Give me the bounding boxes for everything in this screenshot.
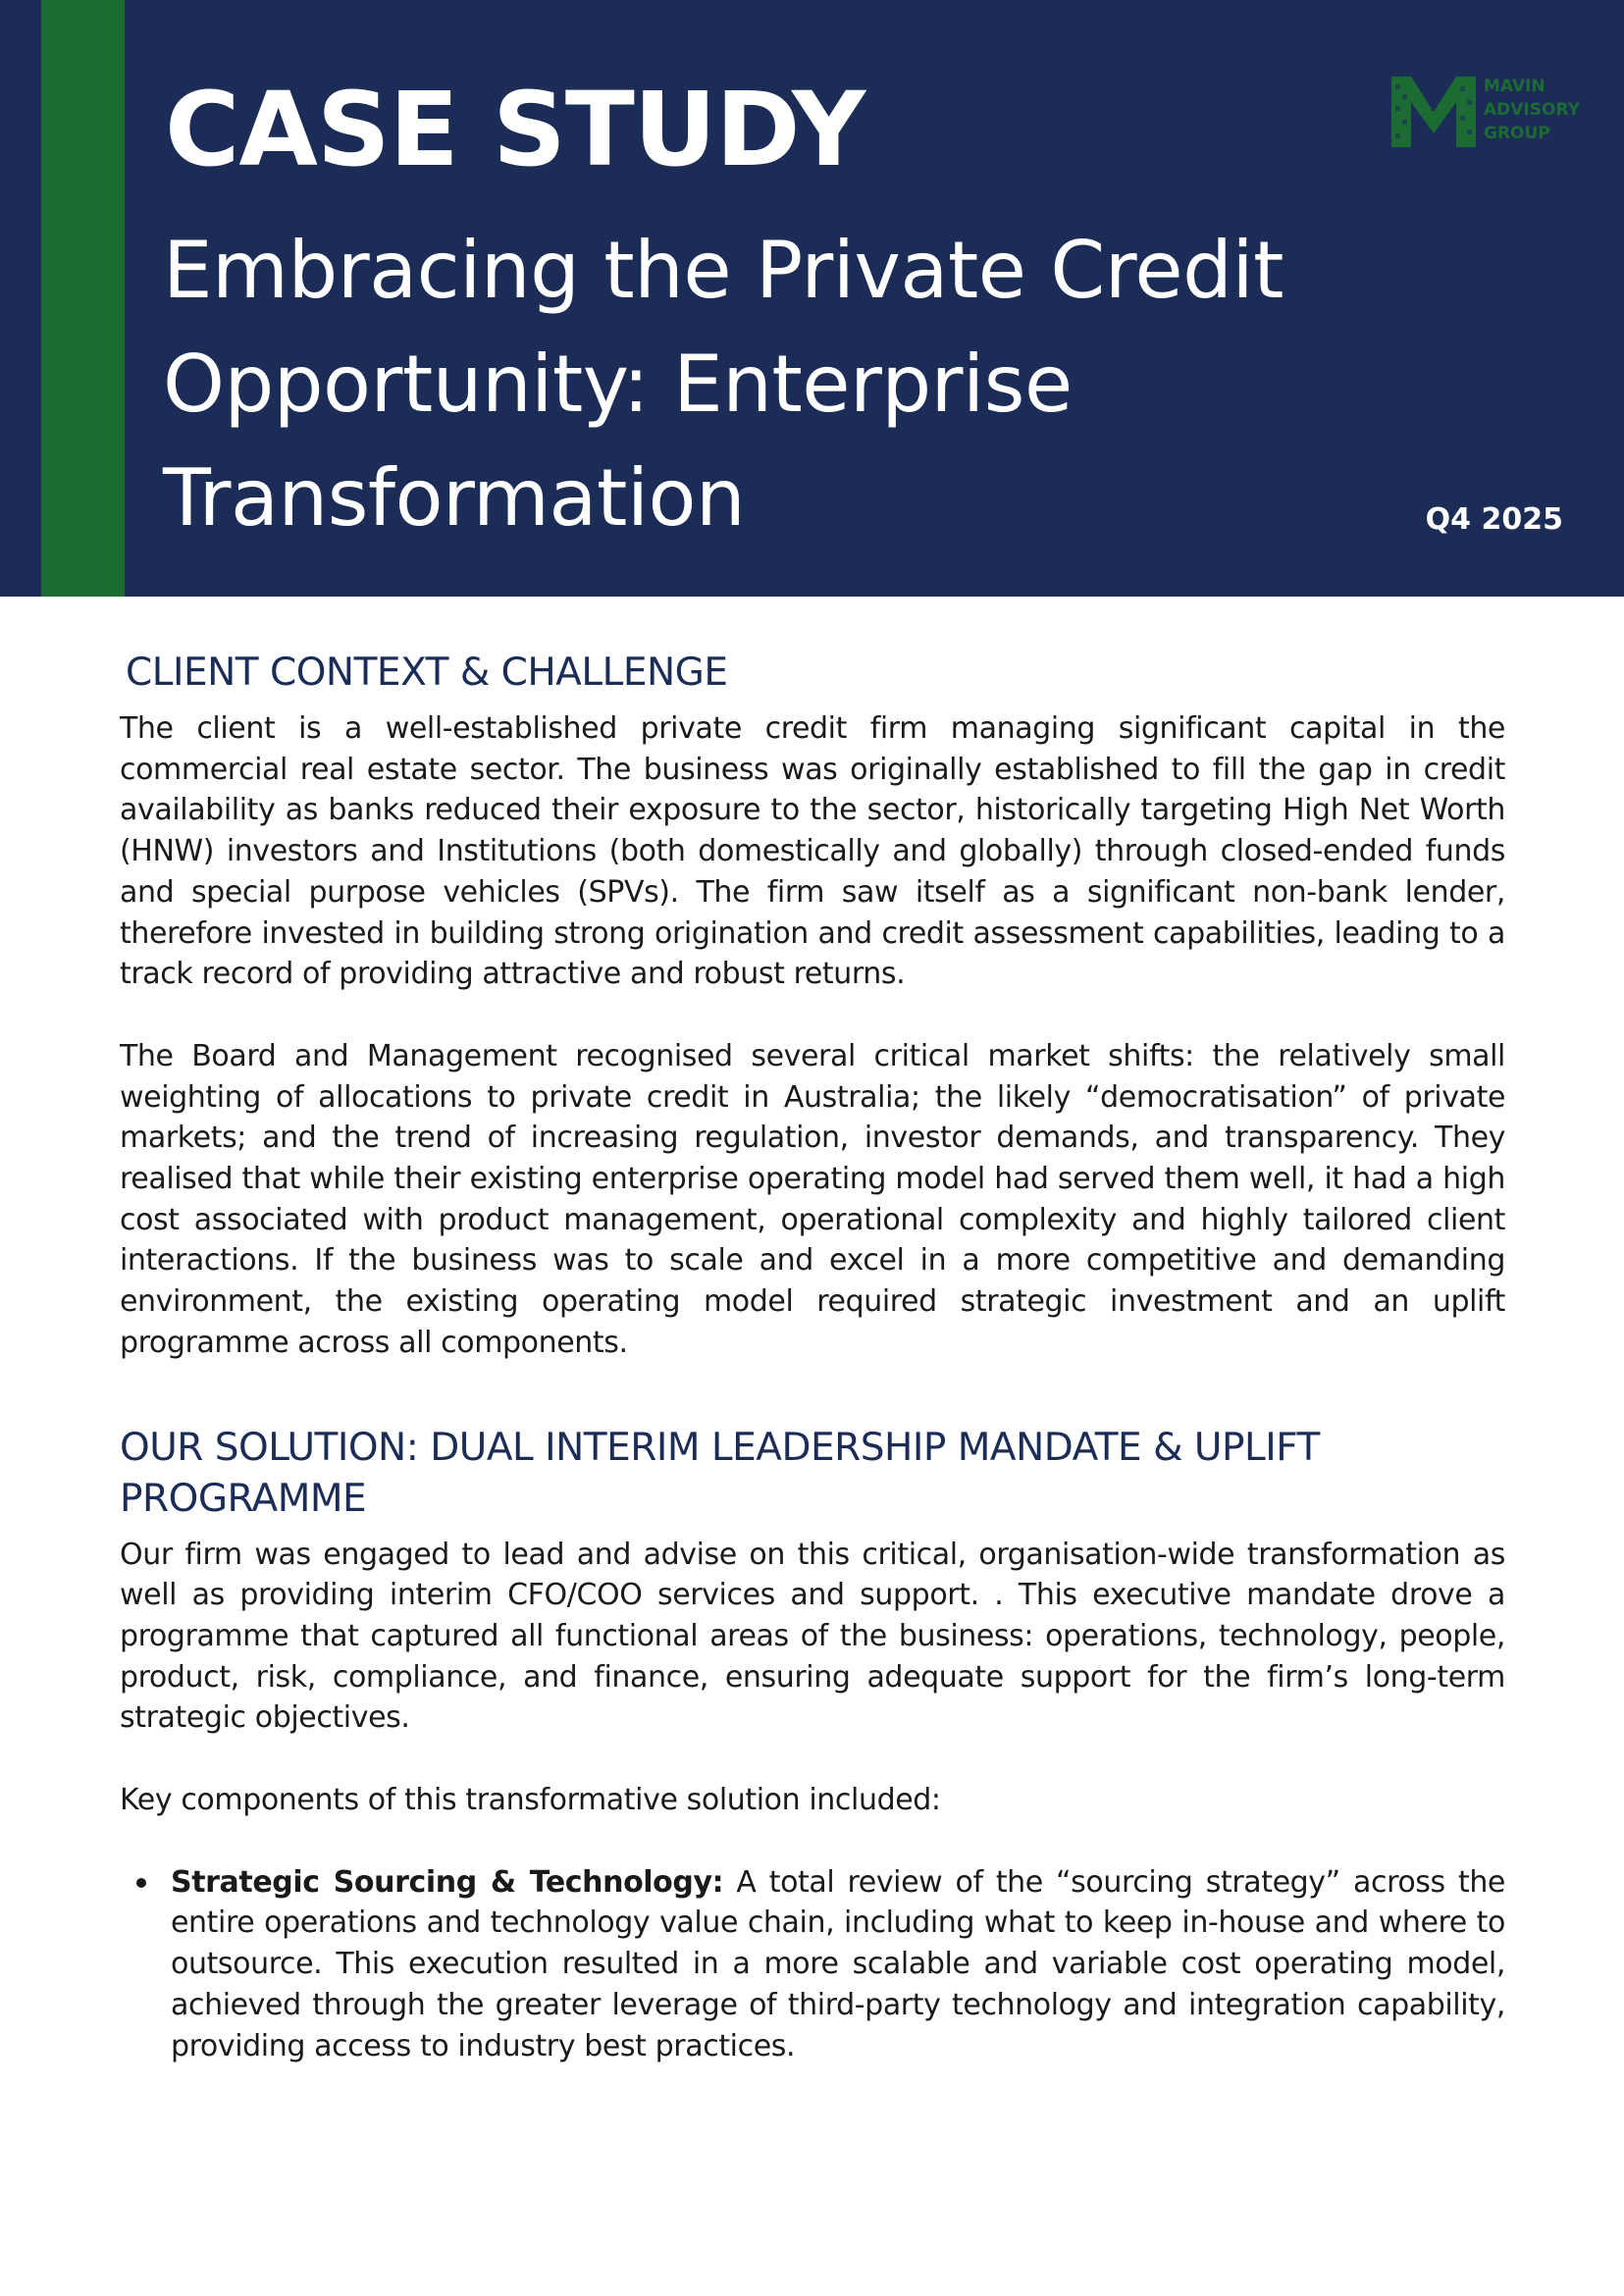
bullet-text: A total review of the “sourcing strategy” across the entire operations and technology value chain, including what to keep in-house and where to outsource. This execution resulted in a more scalable and variable cost operating model, achieved through the greater leverage of third-party technology and integration capability, providing access to industry best practices. bbox=[171, 1864, 1505, 2063]
section-heading-solution: OUR SOLUTION: DUAL INTERIM LEADERSHIP MANDATE & UPLIFT PROGRAMME bbox=[120, 1425, 1320, 1521]
list-item bbox=[171, 1862, 1505, 2067]
logo-wordmark bbox=[1484, 75, 1580, 145]
document-body bbox=[120, 648, 1505, 2066]
header-banner bbox=[0, 0, 1624, 597]
publication-date: Q4 2025 bbox=[1425, 502, 1563, 537]
client-context-paragraph-2: The Board and Management recognised several critical market shifts: the relatively small weighting of allocations to private credit in Australia; the likely “democratisation” of private markets; and the trend of increasing regulation, investor demands, and transparency. They realised that while their existing enterprise operating model had served them well, it had a high cost associated with product management, operational complexity and highly tailored client interactions. If the business was to scale and excel in a more competitive and demanding environment, the existing operating model required strategic investment and an uplift programme across all components. bbox=[120, 1038, 1505, 1360]
mavin-logo-icon bbox=[1391, 73, 1480, 151]
solution-components-list bbox=[120, 1862, 1505, 2067]
company-logo bbox=[1391, 69, 1588, 157]
logo-line-2: ADVISORY bbox=[1484, 100, 1580, 120]
logo-line-1: MAVIN bbox=[1484, 77, 1545, 96]
bullet-icon bbox=[136, 1878, 146, 1888]
solution-paragraph-1: Our firm was engaged to lead and advise on this critical, organisation-wide transformation as well as providing interim CFO/COO services and support. . This executive mandate drove a programme that captured all functional areas of the business: operations, technology, people, product, risk, compliance, and finance, ensuring adequate support for the firm’s long-term strategic objectives. bbox=[120, 1537, 1505, 1736]
bullet-lead: Strategic Sourcing & Technology: bbox=[171, 1864, 724, 1900]
section-heading-client-context: CLIENT CONTEXT & CHALLENGE bbox=[126, 651, 728, 695]
solution-intro: Key components of this transformative solution included: bbox=[120, 1783, 941, 1818]
client-context-paragraph-1: The client is a well-established private credit firm managing significant capital in the commercial real estate sector. The business was originally established to fill the gap in credit availability as banks reduced their exposure to the sector, historically targeting High Net Worth (HNW) investors and Institutions (both domestically and globally) through closed-ended funds and special purpose vehicles (SPVs). The firm saw itself as a significant non-bank lender, therefore invested in building strong origination and credit assessment capabilities, leading to a track record of providing attractive and robust returns. bbox=[120, 711, 1505, 992]
document-title: Embracing the Private Credit Opportunity: Enterprise Transformation bbox=[163, 225, 1283, 544]
document-kicker: CASE STUDY bbox=[165, 70, 865, 189]
logo-line-3: GROUP bbox=[1484, 124, 1550, 143]
accent-stripe bbox=[41, 0, 125, 597]
